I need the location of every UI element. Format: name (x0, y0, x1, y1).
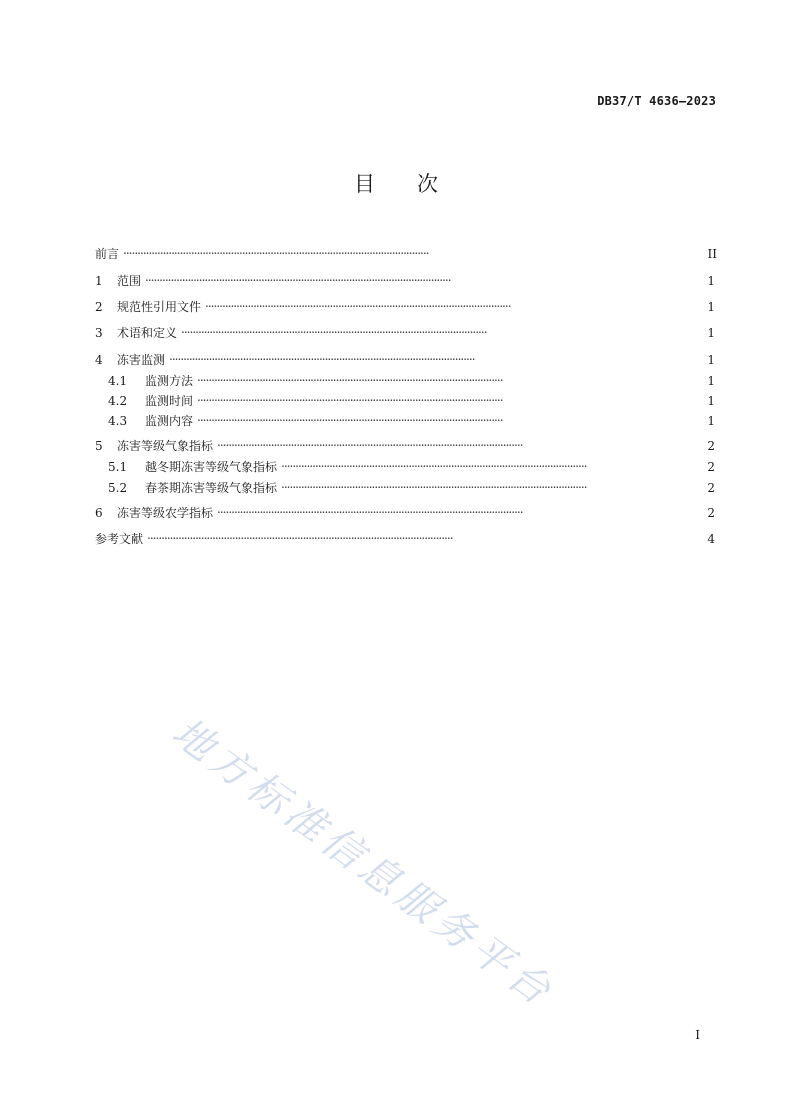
toc-entry-frost-monitoring[interactable] (95, 348, 715, 367)
toc-leader-dots (123, 242, 703, 258)
toc-entry-number: 4.1 (108, 374, 128, 388)
toc-title (0, 168, 792, 198)
toc-entry-label: 冻害等级农学指标 (117, 506, 214, 520)
toc-entry-label: 越冬期冻害等级气象指标 (145, 460, 278, 474)
toc-entry-page: 1 (707, 394, 715, 408)
toc-entry-label: 监测时间 (145, 394, 194, 408)
toc-title-part2: 次 (417, 172, 438, 196)
toc-entry-page: 1 (707, 353, 715, 367)
toc-leader-dots (147, 527, 701, 543)
toc-leader-dots (181, 321, 701, 337)
toc-leader-dots (205, 295, 701, 311)
toc-entry-number: 5.1 (108, 460, 128, 474)
toc-entry-page: 4 (707, 532, 715, 546)
toc-entry-number: 1 (95, 274, 103, 288)
toc-entry-overwintering-indicators[interactable] (108, 455, 715, 474)
toc-entry-normative-references[interactable] (95, 295, 715, 314)
toc-leader-dots (217, 434, 701, 450)
toc-leader-dots (197, 369, 701, 385)
toc-leader-dots (281, 476, 701, 492)
toc-leader-dots (197, 409, 701, 425)
toc-leader-dots (197, 389, 701, 405)
toc-entry-label: 监测方法 (145, 374, 194, 388)
toc-entry-label: 参考文献 (95, 532, 144, 546)
toc-entry-terms-and-definitions[interactable] (95, 321, 715, 340)
toc-leader-dots (145, 269, 701, 285)
toc-entry-page: 1 (707, 374, 715, 388)
toc-entry-agronomic-indicators[interactable] (95, 501, 715, 520)
toc-entry-page: 1 (707, 414, 715, 428)
toc-entry-scope[interactable] (95, 269, 715, 288)
page-folio: I (695, 1028, 700, 1042)
toc-entry-monitoring-time[interactable] (108, 389, 715, 408)
toc-entry-label: 范围 (117, 274, 142, 288)
toc-entry-page: 1 (707, 326, 715, 340)
toc-entry-page: 2 (707, 460, 715, 474)
toc-entry-page: 2 (707, 506, 715, 520)
toc-entry-page: 2 (707, 439, 715, 453)
toc-entry-page: 1 (707, 274, 715, 288)
toc-entry-spring-tea-indicators[interactable] (108, 476, 715, 495)
toc-entry-label: 规范性引用文件 (117, 300, 202, 314)
toc-entry-number: 4 (95, 353, 103, 367)
toc-entry-page: 2 (707, 481, 715, 495)
toc-entry-number: 4.3 (108, 414, 128, 428)
toc-entry-foreword[interactable] (95, 242, 717, 261)
toc-entry-label: 冻害等级气象指标 (117, 439, 214, 453)
toc-entry-label: 术语和定义 (117, 326, 178, 340)
toc-entry-monitoring-content[interactable] (108, 409, 715, 428)
toc-leader-dots (281, 455, 701, 471)
toc-entry-number: 4.2 (108, 394, 128, 408)
toc-entry-number: 2 (95, 300, 103, 314)
toc-entry-label: 春茶期冻害等级气象指标 (145, 481, 278, 495)
toc-entry-label: 前言 (95, 247, 120, 261)
toc-leader-dots (217, 501, 701, 517)
toc-entry-number: 5 (95, 439, 103, 453)
toc-entry-number: 6 (95, 506, 103, 520)
toc-entry-bibliography[interactable] (95, 527, 715, 546)
toc-entry-page: II (707, 247, 717, 261)
toc-title-part1: 目 (354, 172, 375, 196)
document-code: DB37/T 4636—2023 (597, 94, 716, 108)
toc-entry-meteorological-indicators[interactable] (95, 434, 715, 453)
toc-leader-dots (169, 348, 701, 364)
watermark: 地方标准信息服务平台 (163, 709, 563, 1017)
toc-entry-number: 3 (95, 326, 103, 340)
toc-entry-label: 冻害监测 (117, 353, 166, 367)
toc-entry-number: 5.2 (108, 481, 128, 495)
toc-entry-monitoring-method[interactable] (108, 369, 715, 388)
toc-entry-label: 监测内容 (145, 414, 194, 428)
toc-entry-page: 1 (707, 300, 715, 314)
